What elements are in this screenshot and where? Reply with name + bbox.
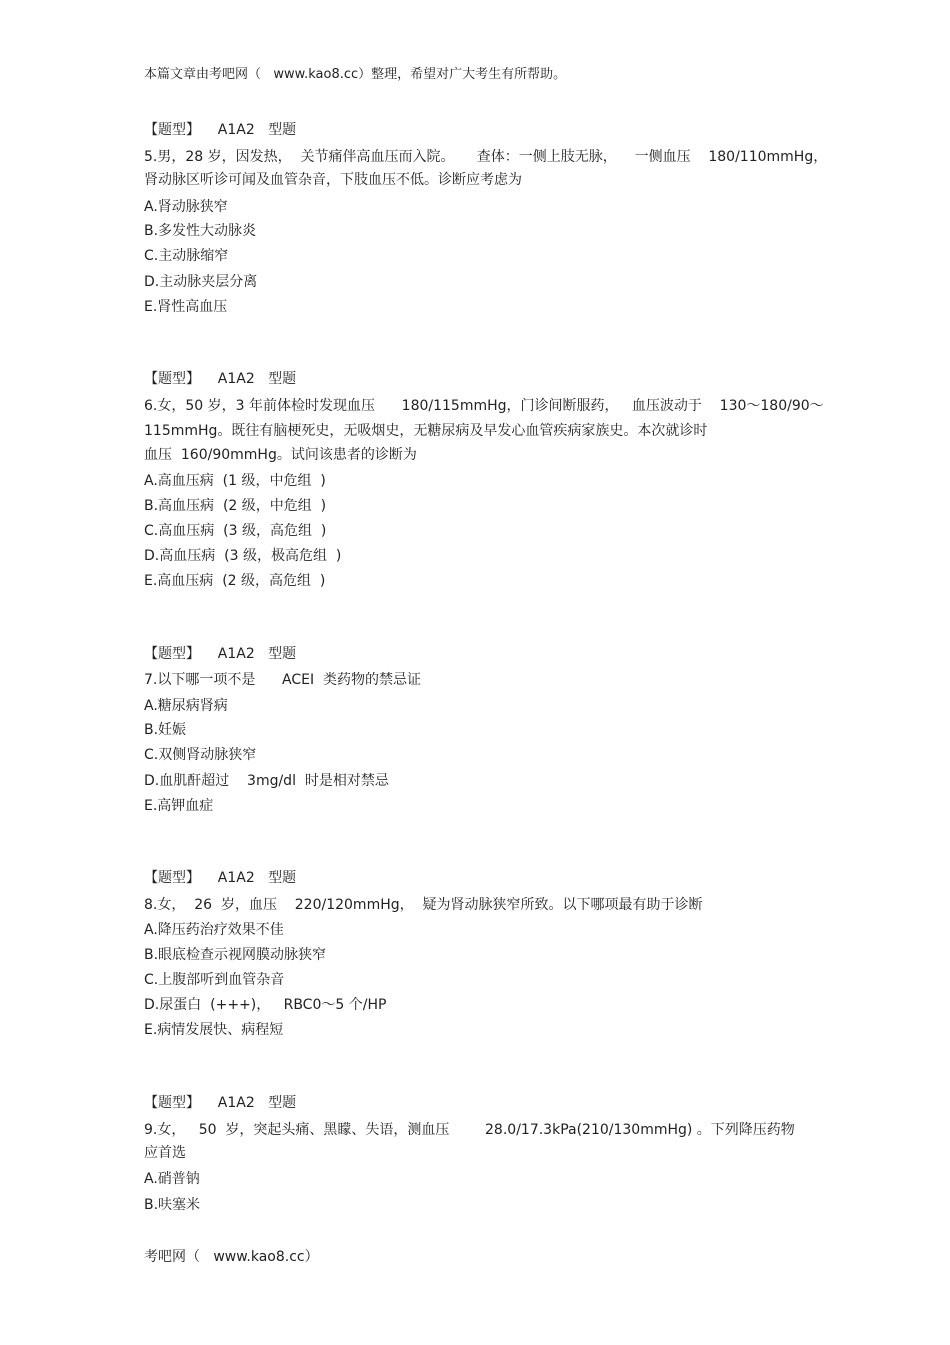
question-type-label: 【题型】 A1A2 型题 [144,870,297,886]
answer-option: B.眼底检查示视网膜动脉狭窄 [144,947,327,963]
answer-option: B.多发性大动脉炎 [144,223,257,239]
question-stem: 8.女， 26 岁，血压 220/120mmHg， 疑为肾动脉狭窄所致。以下哪项最有助于诊断 [144,897,703,913]
answer-option: E.高钾血症 [144,798,214,814]
answer-option: C.高血压病 (3 级，高危组 ) [144,523,327,539]
answer-option: E.高血压病 (2 级，高危组 ) [144,573,326,589]
answer-option: C.主动脉缩窄 [144,248,229,264]
question-stem: 血压 160/90mmHg。试问该患者的诊断为 [144,447,417,463]
question-type-label: 【题型】 A1A2 型题 [144,371,297,387]
answer-option: A.肾动脉狭窄 [144,199,228,215]
answer-option: D.主动脉夹层分离 [144,274,258,290]
answer-option: C.上腹部听到血管杂音 [144,972,285,988]
answer-option: D.血肌酐超过 3mg/dl 时是相对禁忌 [144,773,389,789]
answer-option: A.硝普钠 [144,1171,200,1187]
answer-option: D.尿蛋白 (+++)， RBC0～5 个/HP [144,997,387,1013]
answer-option: A.糖尿病肾病 [144,698,228,714]
question-stem: 应首选 [144,1145,186,1161]
answer-option: B.妊娠 [144,722,187,738]
answer-option: D.高血压病 (3 级，极高危组 ) [144,548,342,564]
question-stem: 115mmHg。既往有脑梗死史，无吸烟史，无糖尿病及早发心血管疾病家族史。本次就诊时 [144,423,708,439]
header-note: 本篇文章由考吧网（ www.kao8.cc）整理，希望对广大考生有所帮助。 [144,67,567,82]
question-type-label: 【题型】 A1A2 型题 [144,646,297,662]
question-stem: 5.男，28 岁，因发热， 关节痛伴高血压而入院。 查体：一侧上肢无脉， 一侧血压 180/110mmHg， [144,149,828,165]
answer-option: B.高血压病 (2 级，中危组 ) [144,498,327,514]
question-stem: 7.以下哪一项不是 ACEI 类药物的禁忌证 [144,672,422,688]
answer-option: B.呋塞米 [144,1197,201,1213]
question-stem: 肾动脉区听诊可闻及血管杂音，下肢血压不低。诊断应考虑为 [144,172,522,188]
question-type-label: 【题型】 A1A2 型题 [144,122,297,138]
answer-option: E.病情发展快、病程短 [144,1022,284,1038]
answer-option: C.双侧肾动脉狭窄 [144,747,257,763]
question-stem: 6.女，50 岁，3 年前体检时发现血压 180/115mmHg，门诊间断服药， 血压波动于 130～180/90～ [144,398,824,414]
answer-option: A.降压药治疗效果不佳 [144,922,284,938]
answer-option: E.肾性高血压 [144,299,228,315]
footer-note: 考吧网（ www.kao8.cc） [144,1249,319,1265]
question-stem: 9.女， 50 岁，突起头痛、黑矇、失语，测血压 28.0/17.3kPa(210/130mmHg) 。下列降压药物 [144,1122,795,1138]
question-type-label: 【题型】 A1A2 型题 [144,1095,297,1111]
answer-option: A.高血压病 (1 级，中危组 ) [144,473,326,489]
